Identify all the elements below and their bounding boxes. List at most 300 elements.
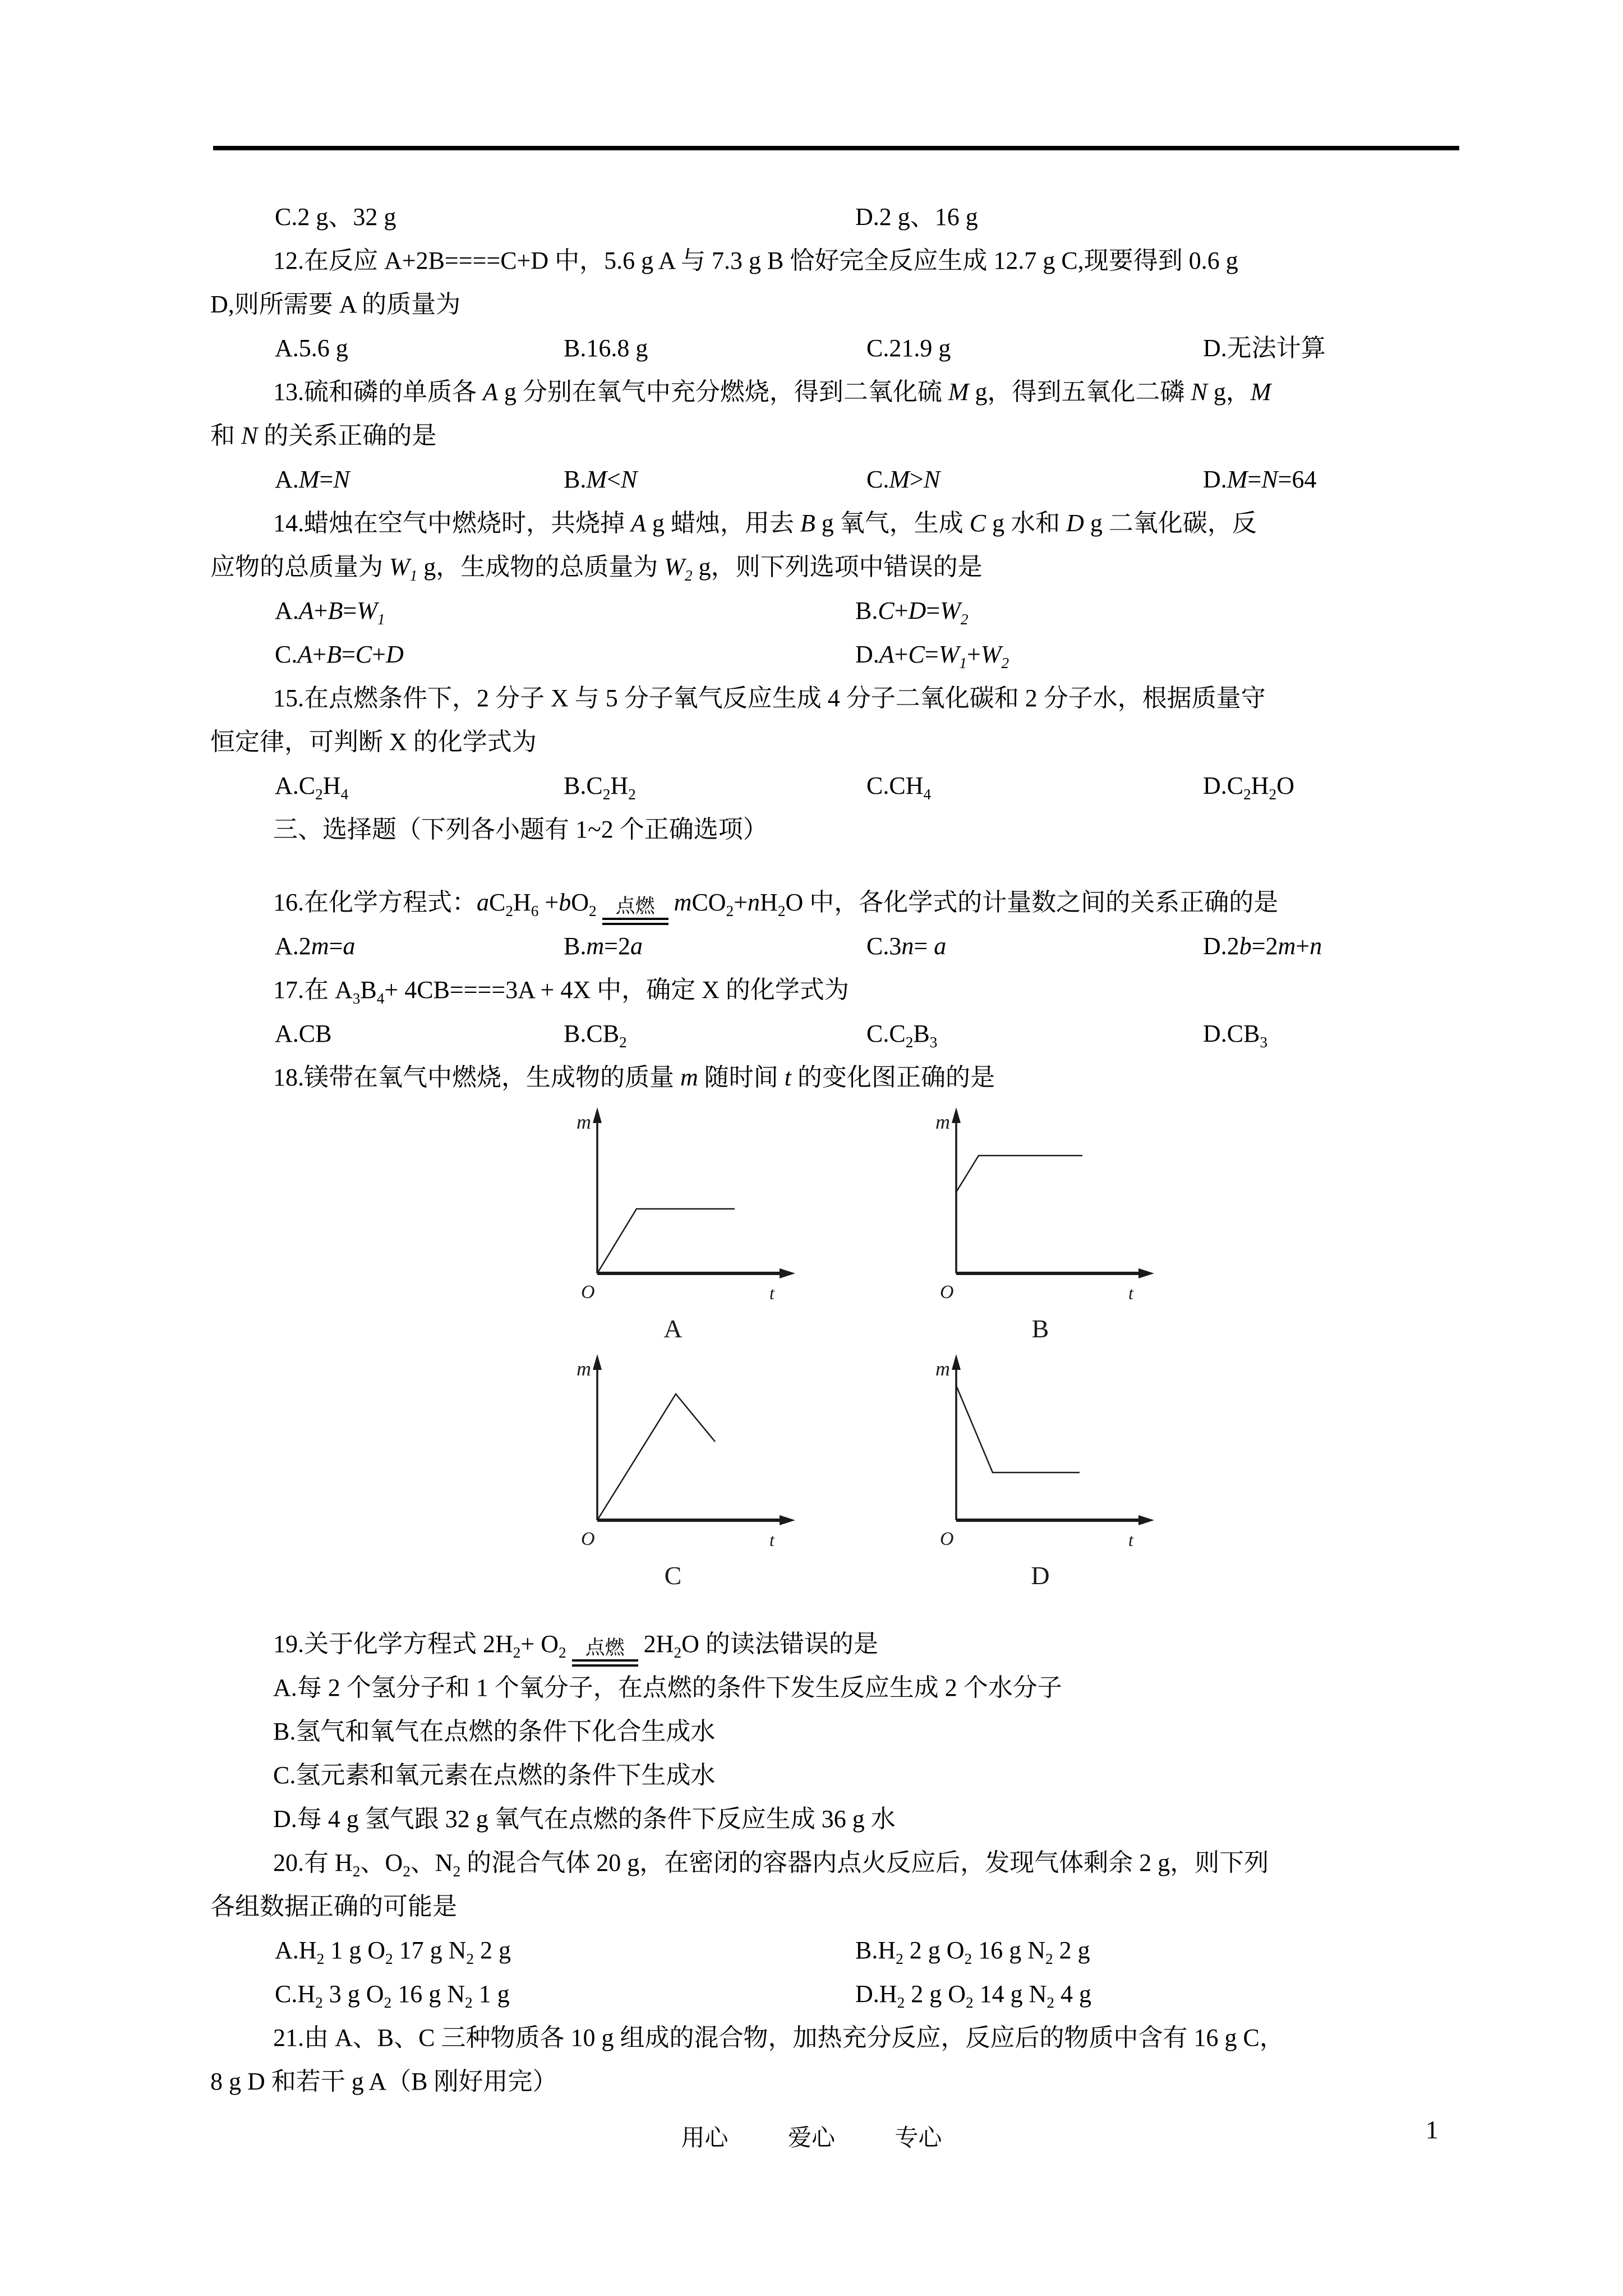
text: D.2 [1203,932,1239,960]
footer-word: 专心 [895,2125,942,2151]
text: + [734,889,748,916]
text: O 中，各化学式的计量数之间的关系正确的是 [785,889,1279,916]
text: + [894,641,909,668]
option [275,326,348,370]
origin-label: O [581,1529,595,1549]
options-row [210,924,1453,968]
text: 15.在点燃条件下，2 分子 X 与 5 分子氧气反应生成 4 分子二氧化碳和 2 分子水，根据质量守 [273,684,1266,712]
text: 16 g N [972,1936,1045,1964]
y-axis-arrow [593,1107,602,1123]
options-row [210,589,1453,633]
variable: A [297,641,313,668]
option [275,1929,511,1972]
subscript: 4 [923,785,932,803]
subscript: 2 [684,567,693,584]
text: = [1247,466,1262,493]
text: 21.由 A、B、C 三种物质各 10 g 组成的混合物，加热充分反应，反应后的物质中含有 16 g C， [273,2024,1284,2051]
text: CO [691,889,726,916]
text: > [910,466,924,493]
subscript: 2 [777,902,786,919]
text: 1 g [472,1980,510,2008]
option [1203,764,1294,808]
variable: n [901,932,914,960]
text: B.16.8 g [564,334,648,362]
variable: m [586,932,605,960]
subscript: 6 [531,902,539,919]
text: =2 [1251,932,1278,960]
option [855,1929,1090,1972]
ignite-condition-equals [572,1637,638,1667]
variable: W [940,597,961,624]
text-line [210,1797,1453,1841]
text: 、O [360,1849,403,1876]
option [855,589,968,633]
subscript: 2 [352,1862,361,1880]
text: H [322,772,341,799]
graph-c [572,1346,796,1593]
text: 19.关于化学方程式 2H [273,1630,513,1658]
variable: N [241,422,258,449]
text: + [538,889,559,916]
text: 18.镁带在氧气中燃烧，生成物的质量 [273,1064,680,1091]
text: H [1251,772,1269,799]
text: g 二氧化碳，反 [1083,509,1257,537]
text: 14.蜡烛在空气中燃烧时，共烧掉 [273,509,631,537]
subscript: 2 [1269,785,1277,803]
subscript: 2 [628,785,636,803]
text: B [360,976,377,1004]
variable: t [784,1064,792,1091]
text: C.2 g、32 g [275,203,396,231]
text: D. [1203,466,1227,493]
text: A.C [275,772,316,799]
subscript: 2 [403,1862,411,1880]
text: C.3 [866,932,902,960]
option [564,458,637,501]
option [855,195,978,239]
text: C [489,889,506,916]
questions-12-18 [210,195,1453,1099]
text-line [210,2060,1453,2104]
x-axis-arrow [780,1268,795,1278]
subscript: 2 [315,1994,323,2011]
text: 17 g N [393,1936,467,1964]
text: B. [564,466,587,493]
text: 2 g [474,1936,511,1964]
option [866,924,946,968]
text: g，生成物的总质量为 [417,553,665,581]
text: 16 g N [391,1980,465,2008]
option [275,589,385,633]
text: = [319,466,334,493]
subscript: 2 [602,785,611,803]
text: g 水和 [986,509,1067,537]
text: 20.有 H [273,1849,353,1876]
text: A.2 [275,932,311,960]
text: 17.在 A [273,976,353,1004]
variable: n [1310,932,1322,960]
variable: b [1239,932,1252,960]
text: A. [275,466,299,493]
graph-b [931,1099,1155,1346]
options-row [210,326,1453,370]
text: 8 g D 和若干 g A（B 刚好用完） [210,2068,557,2095]
text: O 的读法错误的是 [681,1630,878,1658]
text: + [313,597,328,624]
text: g 分别在氧气中充分燃烧，得到二氧化硫 [497,378,948,406]
text: B. [564,932,587,960]
text: B.H [855,1936,896,1964]
variable: m [680,1064,698,1091]
text-line [210,501,1453,545]
ignite-label: 点燃 [585,1636,625,1659]
subscript: 2 [1045,1950,1053,1967]
text-line [210,852,1453,924]
text-line [210,370,1453,414]
equals-double-bar [602,918,668,925]
text-line [210,1841,1453,1885]
options-row [210,1972,1453,2016]
text: A.H [275,1936,317,1964]
x-axis-label: t [1128,1283,1133,1303]
options-row [210,633,1453,677]
variable: n [748,889,760,916]
text: C.C [866,1020,906,1047]
text: + [372,641,386,668]
text-line [210,283,1453,326]
subscript: 2 [1001,654,1009,671]
variable: a [630,932,643,960]
variable: D [385,641,404,668]
variable: m [311,932,329,960]
option [1203,924,1322,968]
text-line [210,968,1453,1012]
subscript: 2 [726,902,734,919]
text: C.H [275,1980,316,2008]
graph-caption: D [1031,1561,1050,1590]
variable: C [878,597,895,624]
x-axis-label: t [1128,1530,1133,1550]
text-line [210,1710,1453,1754]
options-row [210,458,1453,501]
text-line [210,1666,1453,1710]
subscript: 2 [385,1950,393,1967]
text: 应物的总质量为 [210,553,389,581]
text: D,则所需要 A 的质量为 [210,291,461,318]
option [564,1012,627,1056]
variable: N [333,466,350,493]
variable: m [1278,932,1296,960]
variable: M [889,466,910,493]
ignite-condition-equals [602,895,668,925]
text: 三、选择题（下列各小题有 1~2 个正确选项） [273,816,768,843]
curve-d [956,1386,1080,1473]
option [855,633,1009,677]
x-axis-arrow [1138,1268,1154,1278]
y-axis-arrow [593,1354,602,1370]
variable: D [908,597,926,624]
variable: A [483,378,498,406]
subscript: 2 [964,1950,972,1967]
text: D. [855,641,879,668]
option [275,633,404,677]
option [866,458,940,501]
text: B. [855,597,878,624]
text: g，得到五氧化二磷 [969,378,1191,406]
q18-graphs [210,1099,1453,1593]
text: H [760,889,778,916]
subscript: 2 [466,1950,474,1967]
text: D.无法计算 [1203,334,1326,362]
variable: C [969,509,986,537]
document-body [210,195,1453,2104]
x-axis-label: t [769,1530,774,1550]
text: 14 g N [973,1980,1047,2008]
variable: B [328,597,343,624]
text-line [210,720,1453,764]
equals-double-bar [572,1659,638,1667]
text: 2 g [1053,1936,1090,1964]
graph-caption: A [663,1314,683,1343]
subscript: 1 [377,610,385,628]
text: = [329,932,343,960]
variable: N [620,466,638,493]
variable: M [1250,378,1271,406]
text: 的关系正确的是 [257,422,437,449]
text: + [1295,932,1310,960]
subscript: 2 [960,610,969,628]
text: B.CB [564,1020,620,1047]
x-axis-arrow [780,1515,795,1525]
text: 随时间 [698,1064,785,1091]
variable: a [934,932,947,960]
variable: a [343,932,356,960]
subscript: 2 [505,902,513,919]
text: 的混合气体 20 g，在密闭的容器内点火反应后，发现气体剩余 2 g，则下列 [460,1849,1269,1876]
option [275,1012,331,1056]
subscript: 2 [453,1862,461,1880]
x-axis-label: t [769,1283,774,1303]
subscript: 1 [409,567,418,584]
curve-b [956,1156,1082,1192]
text: 12.在反应 A+2B====C+D 中，5.6 g A 与 7.3 g B 恰好完全反应生成 12.7 g C,现要得到 0.6 g [273,247,1238,274]
y-axis-label: m [577,1358,591,1380]
text-line [210,239,1453,283]
variable: C [908,641,925,668]
text: 、N [410,1849,453,1876]
text: D.2 g、16 g [855,203,978,231]
text: C.21.9 g [866,334,951,362]
subscript: 2 [619,1033,627,1051]
variable: M [298,466,320,493]
option [866,764,931,808]
text: O [571,889,589,916]
graph-row-2 [572,1346,1453,1593]
subscript: 3 [1260,1033,1268,1051]
option [564,326,648,370]
text: g 氧气，生成 [815,509,970,537]
text: 2 g O [903,1936,965,1964]
curve-c [597,1394,715,1520]
option [866,1012,937,1056]
option [275,458,350,501]
variable: A [879,641,895,668]
text: D.每 4 g 氢气跟 32 g 氧气在点燃的条件下反应生成 36 g 水 [273,1805,896,1833]
subscript: 2 [897,1994,905,2011]
origin-label: O [940,1282,954,1303]
variable: A [298,597,314,624]
text: = [926,597,940,624]
subscript: 4 [340,785,349,803]
variable: N [1191,378,1207,406]
text: = [924,641,939,668]
text: 各组数据正确的可能是 [210,1893,457,1920]
text: H [513,889,531,916]
text-line [210,1754,1453,1797]
option [275,195,396,239]
text: = [343,597,357,624]
variable: W [980,641,1002,668]
options-row [210,764,1453,808]
subscript: 2 [513,1644,521,1661]
text-line [210,1593,1453,1666]
text: + [894,597,909,624]
text: A. [275,597,299,624]
variable: D [1066,509,1084,537]
text: 16.在化学方程式： [273,889,477,916]
footer-word: 用心 [681,2125,728,2151]
origin-label: O [581,1282,595,1303]
variable: W [357,597,377,624]
subscript: 2 [674,1644,682,1661]
option [855,1972,1091,2016]
text: =2 [604,932,630,960]
option [564,764,636,808]
text: A.每 2 个氢分子和 1 个氧分子，在点燃的条件下发生反应生成 2 个水分子 [273,1674,1062,1701]
variable: a [477,889,489,916]
y-axis-label: m [935,1111,950,1133]
text-line [210,1056,1453,1099]
origin-label: O [940,1529,954,1549]
text: 13.硫和磷的单质各 [273,378,483,406]
variable: m [674,889,692,916]
variable: W [389,553,410,581]
questions-19-21 [210,1593,1453,2104]
text: 4 g [1054,1980,1092,2008]
text: H [610,772,629,799]
text: + O [520,1630,559,1658]
text: B [913,1020,930,1047]
text: g 蜡烛，用去 [645,509,800,537]
variable: N [1261,466,1278,493]
subscript: 2 [896,1950,903,1967]
graph-a [572,1099,796,1346]
text: 和 [210,422,241,449]
text: O [1276,772,1294,799]
subscript: 3 [929,1033,938,1051]
y-axis-arrow [952,1354,961,1370]
subscript: 2 [905,1033,914,1051]
text: 的变化图正确的是 [791,1064,995,1091]
text: = [914,932,934,960]
text-line [210,545,1453,589]
text: + 4CB====3A + 4X 中，确定 X 的化学式为 [384,976,849,1004]
options-row [210,1929,1453,1972]
text: C. [866,466,889,493]
text: C.CH [866,772,924,799]
y-axis-arrow [952,1107,961,1123]
text: 1 g O [324,1936,385,1964]
text: B.氢气和氧气在点燃的条件下化合生成水 [273,1718,716,1745]
option [275,1972,510,2016]
text: B.C [564,772,603,799]
x-axis-arrow [1138,1515,1154,1525]
subscript: 2 [559,1644,566,1661]
variable: C [355,641,372,668]
text: + [966,641,981,668]
option [275,764,348,808]
option [275,924,355,968]
subscript: 4 [376,990,385,1007]
subscript: 2 [1046,1994,1055,2011]
footer [0,2122,1623,2155]
variable: B [800,509,815,537]
text: 2 g O [905,1980,966,2008]
text-line [210,414,1453,458]
text-line [210,1885,1453,1929]
text-line [210,677,1453,720]
subscript: 2 [965,1994,974,2011]
variable: W [938,641,960,668]
options-row [210,1012,1453,1056]
text: 2H [643,1630,674,1658]
y-axis-label: m [935,1358,950,1380]
curve-a [597,1209,735,1273]
y-axis-label: m [577,1111,591,1133]
variable: M [586,466,607,493]
subscript: 2 [315,785,323,803]
text: C. [275,641,298,668]
option [564,924,643,968]
variable: W [664,553,685,581]
options-row [210,195,1453,239]
variable: M [1227,466,1248,493]
graph-row-1 [572,1099,1453,1346]
subscript: 3 [352,990,361,1007]
variable: B [326,641,342,668]
graph-caption: C [664,1561,682,1590]
text: A.5.6 g [275,334,348,362]
option [1203,458,1316,501]
text: D.H [855,1980,897,2008]
ignite-label: 点燃 [615,895,655,917]
footer-word: 爱心 [787,2125,835,2151]
graph-d [931,1346,1155,1593]
text: g，则下列选项中错误的是 [692,553,983,581]
option [1203,326,1326,370]
text: D.CB [1203,1020,1260,1047]
header-rule [213,146,1459,150]
subscript: 2 [1243,785,1251,803]
text: < [607,466,621,493]
option [866,326,951,370]
variable: N [923,466,940,493]
subscript: 2 [316,1950,325,1967]
text-line [210,2016,1453,2060]
text: =64 [1278,466,1317,493]
text: + [312,641,327,668]
text-line [210,808,1453,852]
